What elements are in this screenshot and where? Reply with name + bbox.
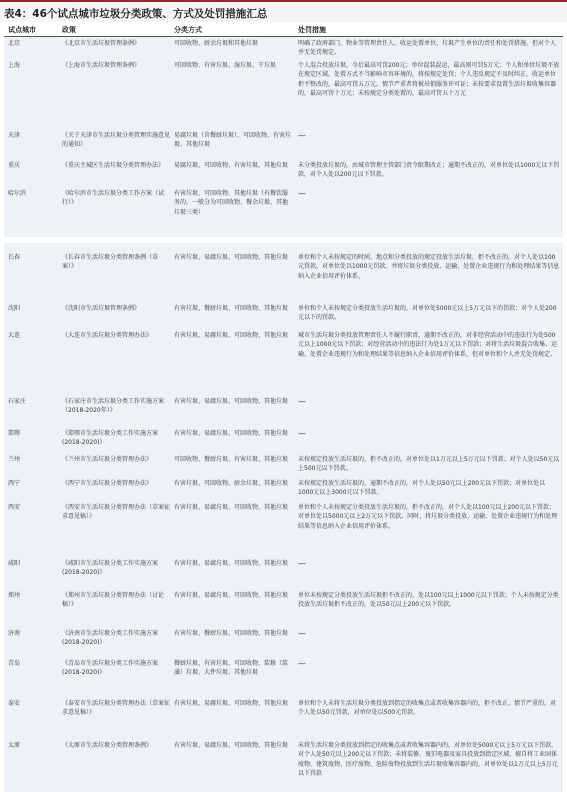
city-cell: 天津 xyxy=(8,132,21,139)
method-cell: 有害垃圾、易腐垃圾、可回收物、其他垃圾 xyxy=(174,592,289,599)
method-cell: 可回收物、餐厨垃圾、有害垃圾、其他垃圾 xyxy=(174,456,289,463)
city-cell: 重庆 xyxy=(8,162,21,169)
penalty-cell: 单位和个人未将生活垃圾分类投放到指定的收集点或者收集容器内的，拒不改正、情节严重的，对个人处以50元罚款，对单位处以500元罚款。 xyxy=(298,700,557,717)
policy-cell: 《郑州市生活垃圾分类管理办法（讨论稿）》 xyxy=(62,592,165,609)
city-cell: 沈阳 xyxy=(8,305,21,312)
method-cell: 可回收物、厨余垃圾和其他垃圾 xyxy=(174,40,259,47)
policy-cell: 《北京市生活垃圾管理条例》 xyxy=(62,40,141,47)
city-cell: 咸阳 xyxy=(8,560,21,567)
policy-cell: 《沈阳市生活垃圾管理条例》 xyxy=(62,305,141,312)
policy-cell: 《邯郸市生活垃圾分类工作实施方案(2018-2020)》 xyxy=(62,430,159,447)
penalty-cell: — xyxy=(298,397,306,406)
penalty-cell: 未分类投放垃圾的，由城市管理主管部门责令限期改正；逾期不改正的，对单位处以1000元以下罚款，对个人处以200元以下罚款。 xyxy=(298,162,560,179)
method-cell: 有害垃圾、易腐垃圾、可回收物、其他垃圾 xyxy=(174,504,289,511)
city-cell: 北京 xyxy=(8,40,21,47)
table-title: 表4：46个试点城市垃圾分类政策、方式及处罚措施汇总 xyxy=(4,8,268,20)
method-cell: 有害垃圾、易腐垃圾、可回收物、其他垃圾 xyxy=(174,398,289,405)
method-cell: 有害垃圾、餐厨垃圾、可回收物、其他垃圾 xyxy=(174,630,289,637)
policy-cell: 《太原市生活垃圾分类管理条例》 xyxy=(62,742,153,749)
city-cell: 济南 xyxy=(8,630,21,637)
city-cell: 太原 xyxy=(8,742,21,749)
header-penalty: 处罚措施 xyxy=(298,26,326,34)
policy-cell: 《重庆主城区生活垃圾分类管理办法》 xyxy=(62,162,165,169)
penalty-cell: 未按规定投放生活垃圾的，逾期不改正的，对个人处以50元以上200元以下罚款；对单位处以1000元以上3000元以下罚款。 xyxy=(298,480,546,497)
method-cell: 有害垃圾、可回收物、其他垃圾（有餐饮服务的，一般分为可回收物、餐余垃圾、其他垃圾三类） xyxy=(174,190,289,216)
penalty-cell: — xyxy=(298,131,306,140)
policy-cell: 《济南市生活垃圾分类工作实施方案(2018-2020)》 xyxy=(62,630,159,647)
penalty-cell: — xyxy=(298,559,306,568)
policy-cell: 《哈尔滨市生活垃圾分类工作方案（试行）》 xyxy=(62,190,165,207)
city-cell: 大连 xyxy=(8,332,21,339)
penalty-cell: 个人混合投放垃圾，今后最高可罚200元；单位混装混运，最高则可罚5万元；个人和单位垃圾不放在规定区域，处置方式不当影响市容环境的，将按规定处罚；个人违反规定不及时纠正，收运单位拒不整改的，最高可罚五万元，情节严重者将被吊销服务许可证；未按要求设置生活垃圾收集容器的，最高可罚十万元；未按规定分类处置的，最高可罚五十万元 xyxy=(298,62,560,97)
method-cell: 餐厨垃圾、有害垃圾、可回收物、装修（装潢）垃圾、大件垃圾、其他垃圾 xyxy=(174,660,289,677)
method-cell: 可回收物、有害垃圾、湿垃圾、干垃圾 xyxy=(174,62,277,69)
penalty-cell: 单位未按规定分类投放生活垃圾拒不改正的，处以100元以上1000元以下罚款；个人未按规定分类投放生活垃圾拒不改正的，处以50元以上200元以下罚款。 xyxy=(298,592,559,609)
table-title-bar xyxy=(0,0,567,22)
penalty-cell: 单位和个人未按规定的时间、地点和分类投放的规定投放生活垃圾，拒不改正的，对个人处以100元罚款，对单位处以1000元罚款。并将垃圾分类投放、运输、处置企业违规行为和处理结果等信息纳入企业信用评价体系。 xyxy=(298,254,560,280)
policy-table xyxy=(0,37,567,792)
city-cell: 泰安 xyxy=(8,700,21,707)
method-cell: 有害垃圾、易腐垃圾、可回收物、其他垃圾 xyxy=(174,742,289,749)
penalty-cell: — xyxy=(298,659,306,668)
penalty-cell: — xyxy=(298,429,306,438)
city-cell: 郑州 xyxy=(8,592,21,599)
method-cell: 有害垃圾、易腐垃圾、可回收物、其他垃圾 xyxy=(174,560,289,567)
policy-cell: 《西安市生活垃圾分类管理办法（草案征求意见稿）》 xyxy=(62,504,171,521)
penalty-cell: 未将生活垃圾分类投放到指定的收集点或者收集容器内的，对单位处5000元以上5万元以下罚款，对个人处50元以上200元以下罚款；未将装修、废旧电器及家具投放到指定区域，擅自将工业固体废物、建筑废物、医疗废物、危险废物投放到生活垃圾收集容器内的，对单位处以1万元以上5万元以下罚款 xyxy=(298,742,558,777)
method-cell: 有害垃圾、易腐垃圾、可回收物、其他垃圾 xyxy=(174,254,289,261)
policy-cell: 《长春市生活垃圾分类管理条例（草案）》 xyxy=(62,254,159,271)
policy-cell: 《关于天津市生活垃圾分类管理实施意见的通知》 xyxy=(62,132,171,149)
city-cell: 兰州 xyxy=(8,456,21,463)
city-cell: 哈尔滨 xyxy=(8,190,27,197)
penalty-cell: — xyxy=(298,629,306,638)
policy-cell: 《泰安市生活垃圾分类管理办法（草案征求意见稿）》 xyxy=(62,700,171,717)
method-cell: 易腐垃圾、可回收物、有害垃圾、其他垃圾 xyxy=(174,162,289,169)
penalty-cell: 未按规定投放生活垃圾的，拒不改正的，对单位处以1万元以上5万元以下罚款；对个人处以50元以上500元以下罚款。 xyxy=(298,456,560,473)
policy-cell: 《石家庄市生活垃圾分类工作实施方案（2018-2020年）》 xyxy=(62,398,165,415)
header-method: 分类方式 xyxy=(174,26,202,34)
method-cell: 易腐垃圾（含餐厨垃圾）、可回收物、有害垃圾、其他垃圾 xyxy=(174,132,292,149)
city-cell: 西安 xyxy=(8,504,21,511)
policy-cell: 《西宁市生活垃圾分类管理办法》 xyxy=(62,480,153,487)
method-cell: 有害垃圾、餐厨垃圾、可回收物、其他垃圾 xyxy=(174,305,289,312)
policy-cell: 《大连市生活垃圾分类管理办法》 xyxy=(62,332,153,339)
policy-cell: 《咸阳市生活垃圾分类工作实施方案(2018-2020)》 xyxy=(62,560,159,577)
policy-cell: 《上海市生活垃圾管理条例》 xyxy=(62,62,141,69)
table-header-row xyxy=(0,22,567,36)
policy-cell: 《兰州市生活垃圾分类管理办法》 xyxy=(62,456,153,463)
city-cell: 青岛 xyxy=(8,660,21,667)
policy-cell: 《青岛市生活垃圾分类工作实施方案(2018-2020)》 xyxy=(62,660,159,677)
method-cell: 有害垃圾、易腐垃圾、可回收物、其他垃圾 xyxy=(174,332,289,339)
penalty-cell: 单位和个人未按规定分类投放生活垃圾的，对单位处5000元以上5万元以下的罚款；对个人处200元以下的罚款。 xyxy=(298,305,557,322)
city-cell: 邯郸 xyxy=(8,430,21,437)
city-cell: 长春 xyxy=(8,254,21,261)
penalty-cell: 明确了政府部门、物业等管理责任人、收运处置单位、垃圾产生单位的责任和处罚措施，但对个人并无处罚规定。 xyxy=(298,40,557,57)
header-city: 试点城市 xyxy=(8,26,36,34)
penalty-cell: — xyxy=(298,189,306,198)
method-cell: 有害垃圾、易腐垃圾、可回收物、其他垃圾 xyxy=(174,700,289,707)
penalty-cell: 单位和个人未按规定分类投放生活垃圾的，拒不改正的，对个人处以100元以上200元以下罚款；对单位处以5000元以上2万元以下罚款。同时，将垃圾分类投放、运输、处置企业违规行为和处理结果等信息纳入企业信用评价体系。 xyxy=(298,504,558,530)
penalty-cell: 城市生活垃圾分类投放管理责任人不履行职责，逾期不改正的，对非经营活动中的违法行为处500元以上1000元以下罚款；对经营活动中的违法行为处1万元以下罚款；对将生活垃圾混合收集、运输、处置企业违规行为和处理结果等信息纳入企业信用评价体系，但对单位和个人并无处罚规定。 xyxy=(298,332,558,358)
city-cell: 上海 xyxy=(8,62,21,69)
method-cell: 有害垃圾、易腐垃圾、可回收物、其他垃圾 xyxy=(174,430,289,437)
method-cell: 有害垃圾、可回收物、厨余垃圾、其他垃圾 xyxy=(174,480,289,487)
city-cell: 石家庄 xyxy=(8,398,27,405)
header-policy: 政策 xyxy=(62,26,76,34)
city-cell: 西宁 xyxy=(8,480,21,487)
